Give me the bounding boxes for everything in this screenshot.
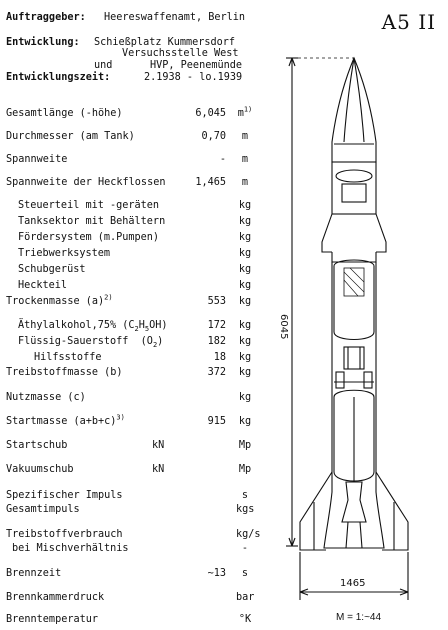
row-startschub-kn: kN [152, 440, 165, 451]
row-sauerstoff-value: 182 [207, 336, 226, 347]
entwicklung-line2: Versuchsstelle West [122, 48, 239, 59]
row-spez-impuls-unit: s [241, 490, 249, 501]
row-spannweite-heck-label: Spannweite der Heckflossen [6, 177, 166, 188]
row-nutzmasse-unit: kg [238, 392, 252, 403]
row-startmasse-value: 915 [207, 416, 226, 427]
auftraggeber-value: Heereswaffenamt, Berlin [104, 12, 246, 23]
row-startschub-unit: Mp [238, 440, 252, 451]
row-verbrauch-unit: kg/s [236, 529, 261, 540]
entwicklung-label: Entwicklung: [6, 37, 80, 48]
row-durchmesser-label: Durchmesser (am Tank) [6, 131, 135, 142]
row-vakuumschub-unit: Mp [238, 464, 252, 475]
row-steuerteil-label: Steuerteil mit -geräten [18, 200, 160, 211]
row-steuerteil-unit: kg [238, 200, 252, 211]
row-verbrauch-label: Treibstoffverbrauch [6, 529, 123, 540]
row-aethyl-unit: kg [238, 320, 252, 331]
entwicklung-line1: Schießplatz Kummersdorf [94, 37, 236, 48]
scale-label: M = 1:~44 [336, 612, 382, 623]
row-brennzeit-unit: s [241, 568, 249, 579]
row-brennzeit-label: Brennzeit [6, 568, 62, 579]
row-tanksektor-label: Tanksektor mit Behältern [18, 216, 166, 227]
row-vakuumschub-kn: kN [152, 464, 165, 475]
rocket-drawing [274, 52, 442, 612]
row-brennkammerdruck-label: Brennkammerdruck [6, 592, 105, 603]
row-mischverh-label: bei Mischverhältnis [12, 543, 129, 554]
rocket-code: A5 II [381, 10, 436, 34]
row-gesamtlaenge-value: 6,045 [195, 108, 226, 119]
entwicklung-und: und [94, 60, 113, 71]
row-gesamtimpuls-unit: kgs [236, 504, 255, 515]
row-brennzeit-value: ~13 [207, 568, 226, 579]
row-gesamtlaenge-unit: $m^{1)}$ [237, 105, 253, 119]
row-heckteil-label: Heckteil [18, 280, 68, 291]
height-dimension [286, 58, 354, 546]
auftraggeber-label: Auftraggeber: [6, 12, 86, 23]
row-startmasse-label: Startmasse $(a+b+c)^{3)}$ [6, 413, 125, 427]
zeit-label: Entwicklungszeit: [6, 72, 111, 83]
row-treibstoff-unit: kg [238, 367, 252, 378]
row-aethyl-value: 172 [207, 320, 226, 331]
row-spannweite-unit: m [241, 154, 249, 165]
row-brennkammerdruck-unit: bar [236, 592, 255, 603]
rocket-body [300, 58, 408, 550]
row-hilfsstoffe-unit: kg [238, 352, 252, 363]
row-sauerstoff-label: Flüssig-Sauerstoff $(O_2)$ [18, 336, 164, 350]
row-foerder-unit: kg [238, 232, 252, 243]
row-trockenmasse-unit: kg [238, 296, 252, 307]
row-trockenmasse-value: 553 [207, 296, 226, 307]
row-gesamtimpuls-label: Gesamtimpuls [6, 504, 80, 515]
row-tanksektor-unit: kg [238, 216, 252, 227]
row-spannweite-value: - [219, 154, 226, 165]
row-spannweite-heck-value: 1,465 [195, 177, 226, 188]
height-label: 6045 [278, 314, 289, 340]
row-treibstoff-value: 372 [207, 367, 226, 378]
zeit-value: 2.1938 - lo.1939 [144, 72, 243, 83]
row-triebwerk-unit: kg [238, 248, 252, 259]
row-triebwerk-label: Triebwerksystem [18, 248, 111, 259]
row-spannweite-heck-unit: m [241, 177, 249, 188]
row-hilfsstoffe-value: 18 [213, 352, 226, 363]
width-dimension [300, 552, 408, 600]
row-vakuumschub-label: Vakuumschub [6, 464, 74, 475]
row-heckteil-unit: kg [238, 280, 252, 291]
row-startschub-label: Startschub [6, 440, 68, 451]
row-startmasse-unit: kg [238, 416, 252, 427]
row-hilfsstoffe-label: Hilfsstoffe [34, 352, 102, 363]
row-durchmesser-value: 0,70 [201, 131, 226, 142]
row-schubgeruest-unit: kg [238, 264, 252, 275]
row-gesamtlaenge-label: Gesamtlänge (-höhe) [6, 108, 123, 119]
row-sauerstoff-unit: kg [238, 336, 252, 347]
row-spez-impuls-label: Spezifischer Impuls [6, 490, 123, 501]
row-trockenmasse-label: Trockenmasse $(a)^{2)}$ [6, 293, 113, 307]
row-brenntemperatur-label: Brenntemperatur [6, 614, 99, 625]
row-durchmesser-unit: m [241, 131, 249, 142]
entwicklung-line3: HVP, Peenemünde [150, 60, 243, 71]
row-nutzmasse-label: Nutzmasse (c) [6, 392, 86, 403]
row-brenntemperatur-unit: °K [238, 614, 252, 625]
row-aethyl-label: Äthylalkohol,75% $(C_2H_5OH)$ [18, 320, 168, 334]
row-foerder-label: Fördersystem (m.Pumpen) [18, 232, 160, 243]
row-spannweite-label: Spannweite [6, 154, 68, 165]
row-treibstoff-label: Treibstoffmasse (b) [6, 367, 123, 378]
row-mischverh-unit: - [241, 543, 249, 554]
row-schubgeruest-label: Schubgerüst [18, 264, 86, 275]
width-label: 1465 [340, 578, 366, 589]
